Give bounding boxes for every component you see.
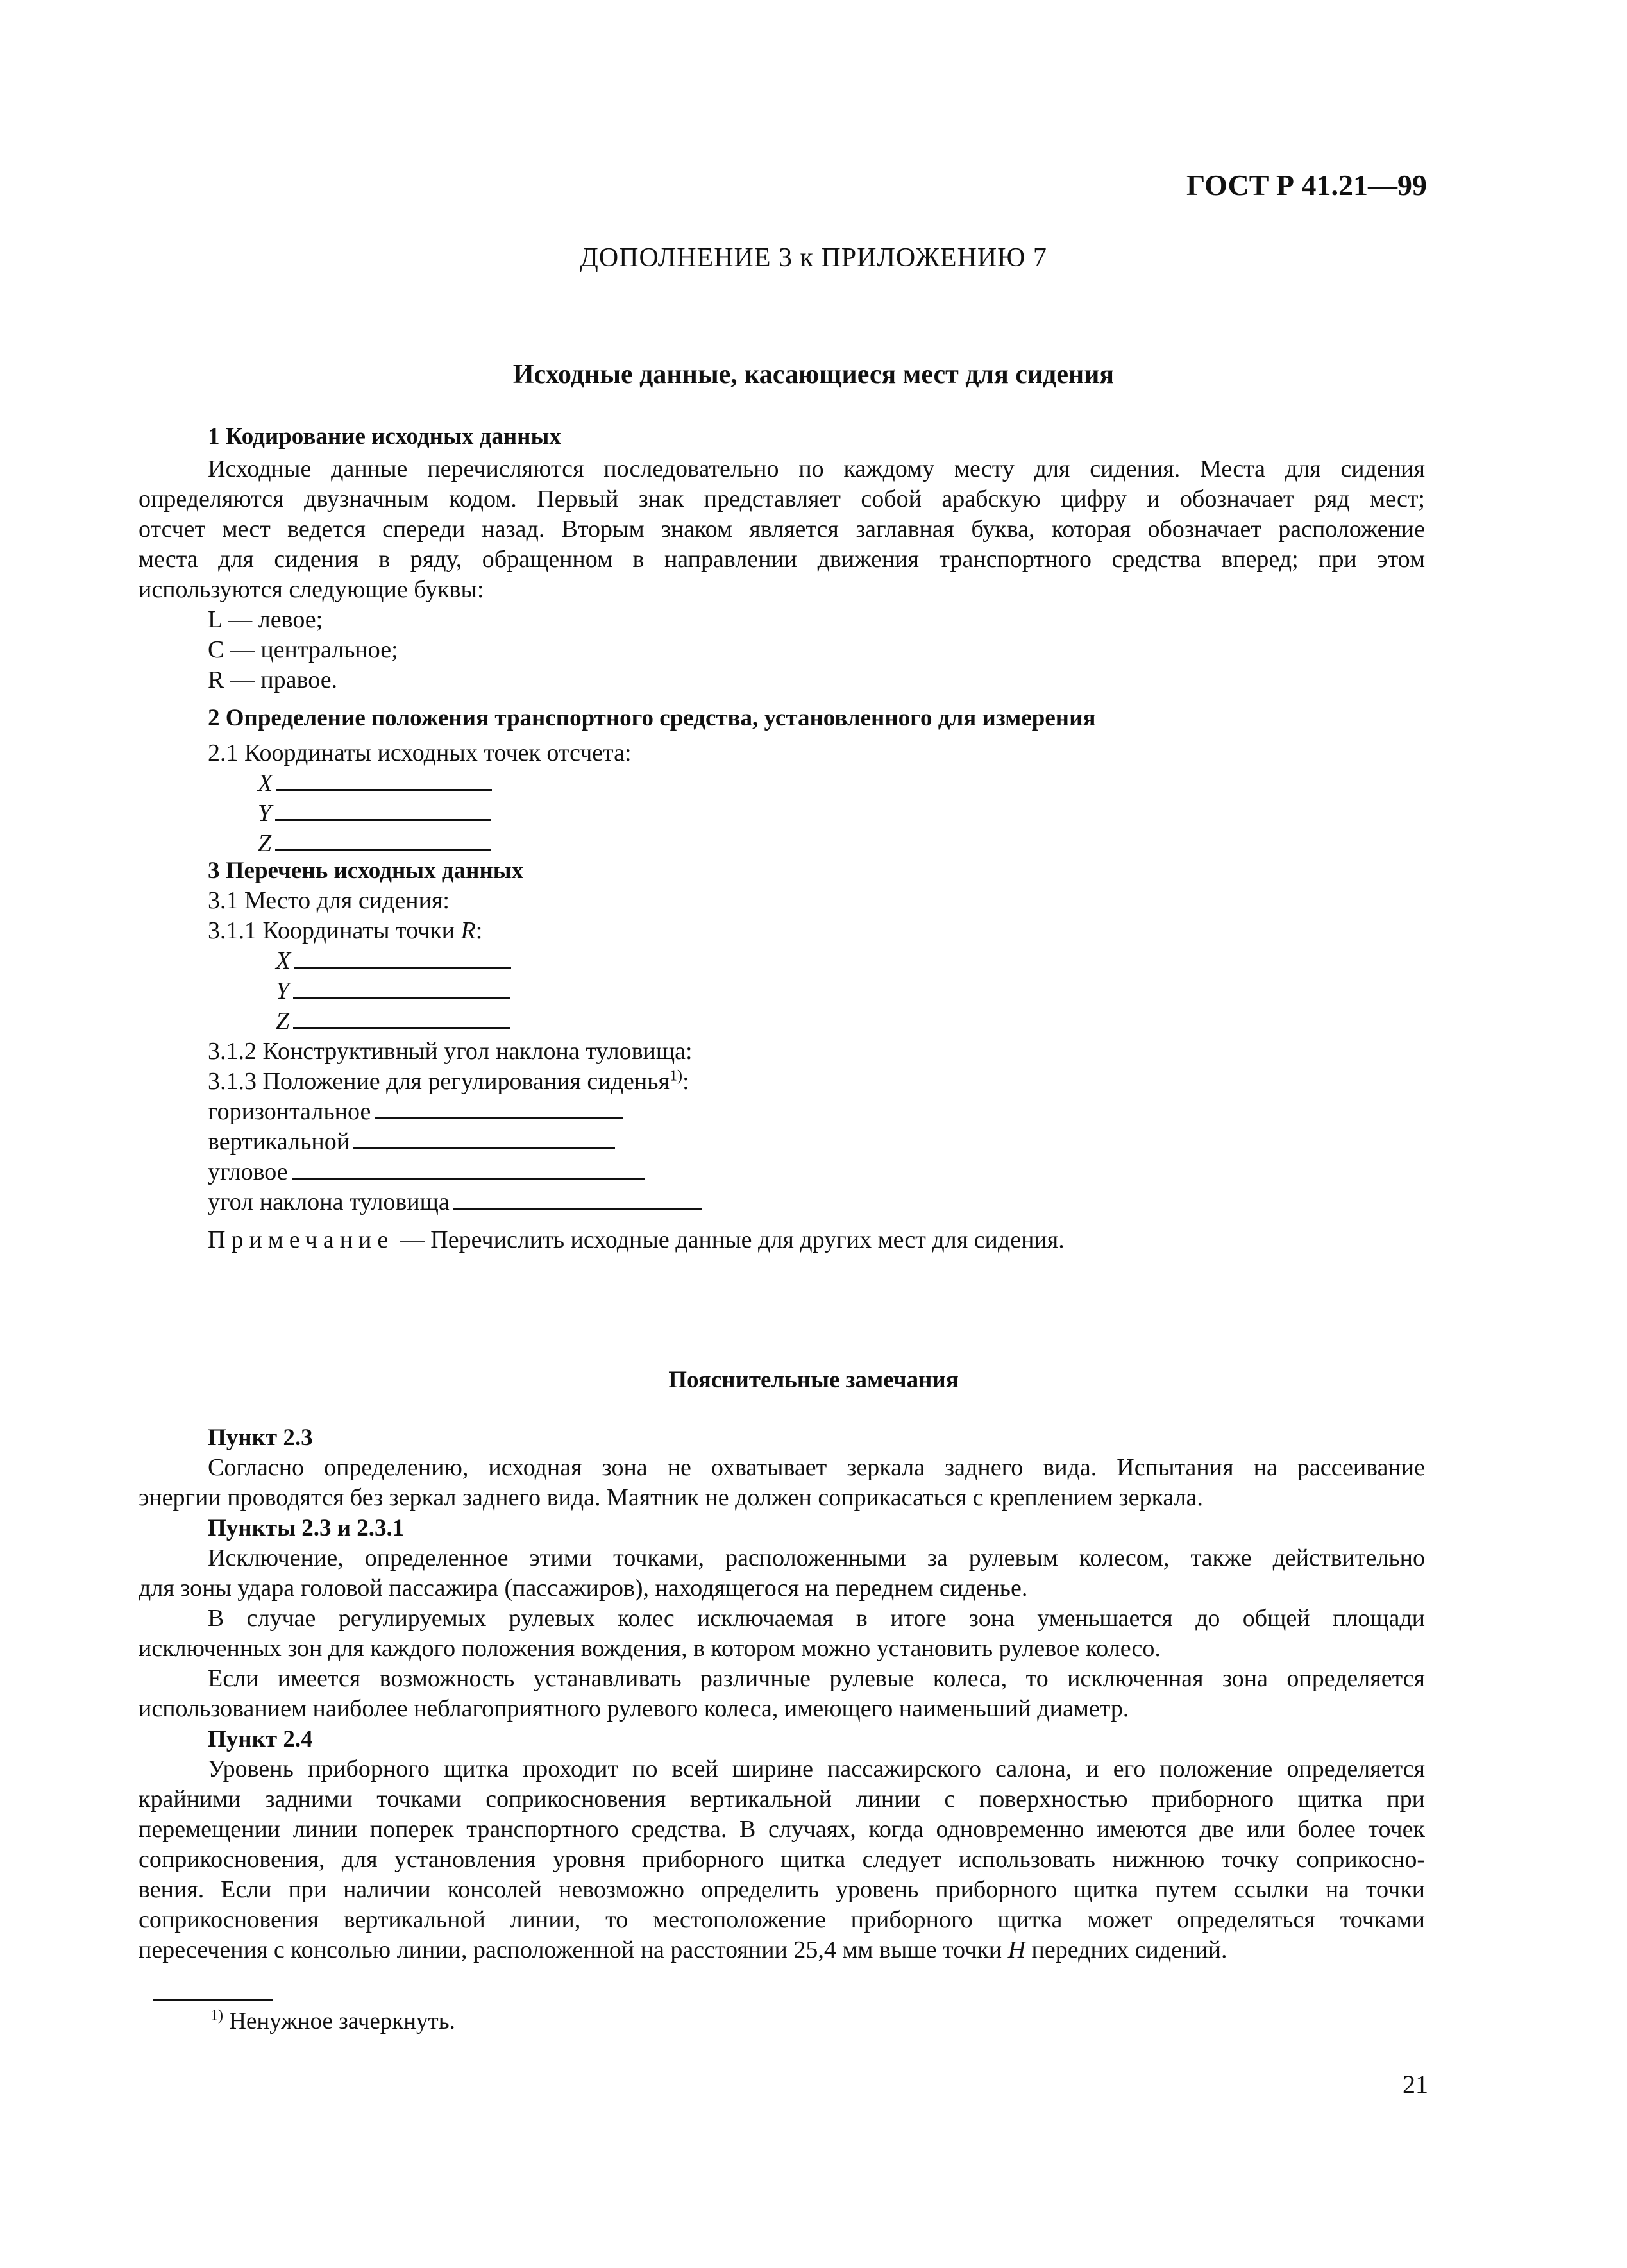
coord-field-x[interactable] [139,768,1425,799]
coord-label: X [276,947,291,974]
clause-line: В случае регулируемых рулевых колес исключаемая в итоге зона уменьшается до общей площади [208,1605,1425,1632]
clause-line: крайними задними точками соприкосновения вертикальной линии с поверхностью приборного щитка при [139,1786,1425,1813]
supplement-heading: ДОПОЛНЕНИЕ 3 к ПРИЛОЖЕНИЮ 7 [580,243,1047,273]
clause-text: передних сидений. [1025,1936,1227,1963]
clause-line: соприкосновения, для установления уровня приборного щитка следует использовать нижнюю точку соприкосно- [139,1846,1425,1873]
section-1-line: Исходные данные перечисляются последовательно по каждому месту для сидения. Места для сидения [208,455,1425,482]
note-label: Примечание [208,1226,394,1253]
clause-text: пересечения с консолью линии, расположенной на расстоянии 25,4 мм выше точки [139,1936,1008,1963]
section-1-heading: 1 Кодирование исходных данных [208,423,561,450]
explanatory-title: Пояснительные замечания [668,1367,959,1393]
fill-blank[interactable] [276,770,492,791]
section-1-line: места для сидения в ряду, обращенном в направлении движения транспортного средства вперед; при этом [139,546,1425,573]
fill-blank[interactable] [275,800,491,821]
note-text: — Перечислить исходные данные для других мест для сидения. [394,1226,1065,1253]
item-3-1: 3.1 Место для сидения: [208,887,450,914]
fill-blank[interactable] [375,1098,623,1119]
position-label: горизонтальное [208,1098,371,1125]
section-3 [139,856,1425,1255]
section-1-line: используются следующие буквы: [139,576,484,603]
fill-blank[interactable] [293,1008,510,1029]
fill-blank[interactable] [293,977,510,999]
fill-blank[interactable] [294,947,511,969]
section-1-line: отсчет мест ведется спереди назад. Вторым знаком является заглавная буква, которая обозначает расположение [139,516,1425,543]
clause-line [139,1935,1425,1965]
item-3-1-3: 3.1.3 Положение для регулирования сиденья$^{1)}$: [208,1067,689,1095]
explanatory-body [139,1423,1425,1965]
clause-heading: Пункты 2.3 и 2.3.1 [208,1515,405,1541]
position-label: угол наклона туловища [208,1189,450,1215]
position-label: угловое [208,1158,288,1185]
position-field[interactable] [139,1127,1425,1157]
standard-code: ГОСТ Р 41.21—99 [1186,169,1427,201]
position-field[interactable] [139,1187,1425,1217]
fill-blank[interactable] [275,830,491,851]
section-3-heading: 3 Перечень исходных данных [208,858,524,884]
clause-heading: Пункт 2.3 [208,1425,313,1451]
coord-field-z[interactable] [139,1006,1425,1037]
note [139,1225,1425,1255]
point-h-label: H [1007,1936,1026,1963]
item-3-1-1-text: 3.1.1 Координаты точки [208,917,455,944]
section-1-line: определяются двузначным кодом. Первый знак представляет собой арабскую цифру и обозначает ряд мест; [139,486,1425,512]
footnote-ref: 1) [669,1067,682,1085]
footnote-text: Ненужное зачеркнуть. [223,2008,455,2035]
position-label: вертикальной [208,1128,350,1155]
coord-label: Z [276,1008,290,1035]
fill-blank[interactable] [292,1158,645,1180]
clause-line: соприкосновения вертикальной линии, то местоположение приборного щитка может определяться точками [139,1906,1425,1933]
fill-blank[interactable] [353,1128,615,1149]
letter-code-item: C — центральное; [208,636,398,663]
coord-field-z[interactable] [139,829,1425,859]
letter-code-item: R — правое. [208,666,338,693]
section-2-heading: 2 Определение положения транспортного средства, установленного для измерения [208,705,1096,731]
fill-blank[interactable] [453,1189,702,1210]
section-1 [139,421,1425,695]
coord-label: X [258,770,273,797]
coord-label: Y [258,800,272,827]
clause-line: Исключение, определенное этими точками, расположенными за рулевым колесом, также действительно [208,1544,1425,1571]
page-number: 21 [1403,2070,1428,2099]
clause-line: энергии проводятся без зеркал заднего вида. Маятник не должен соприкасаться с креплением зеркала. [139,1484,1203,1511]
coord-label: Z [258,830,272,857]
letter-code-item: L — левое; [208,606,323,633]
footnote-mark: 1) [210,2007,223,2024]
footnote-divider [153,1999,273,2001]
footnote [210,2008,455,2035]
position-field[interactable] [139,1157,1425,1187]
item-2-1: 2.1 Координаты исходных точек отсчета: [208,740,632,766]
coord-field-y[interactable] [139,799,1425,829]
clause-line: Уровень приборного щитка проходит по всей ширине пассажирского салона, и его положение определяется [208,1756,1425,1782]
item-3-1-1: 3.1.1 Координаты точки R: [208,917,483,944]
item-3-1-2: 3.1.2 Конструктивный угол наклона туловища: [208,1038,693,1065]
clause-line: использованием наиболее неблагоприятного рулевого колеса, имеющего наименьший диаметр. [139,1695,1129,1722]
item-3-1-3-text: 3.1.3 Положение для регулирования сиденья [208,1068,670,1095]
clause-line: перемещении линии поперек транспортного средства. В случаях, когда одновременно имеются две или более точек [139,1816,1425,1843]
coord-field-y[interactable] [139,976,1425,1006]
page-title: Исходные данные, касающиеся мест для сидения [512,360,1115,389]
point-r-label: R [460,917,476,944]
coord-field-x[interactable] [139,946,1425,976]
position-field[interactable] [139,1097,1425,1127]
coord-label: Y [276,977,290,1004]
clause-line: Если имеется возможность устанавливать различные рулевые колеса, то исключенная зона определяется [208,1665,1425,1692]
clause-line: вения. Если при наличии консолей невозможно определить уровень приборного щитка путем ссылки на точки [139,1876,1425,1903]
clause-line: для зоны удара головой пассажира (пассажиров), находящегося на переднем сиденье. [139,1575,1028,1602]
section-2 [139,703,1425,859]
clause-line: исключенных зон для каждого положения вождения, в котором можно установить рулевое колесо. [139,1635,1161,1662]
clause-heading: Пункт 2.4 [208,1726,313,1752]
clause-line: Согласно определению, исходная зона не охватывает зеркала заднего вида. Испытания на рассеивание [208,1454,1425,1481]
